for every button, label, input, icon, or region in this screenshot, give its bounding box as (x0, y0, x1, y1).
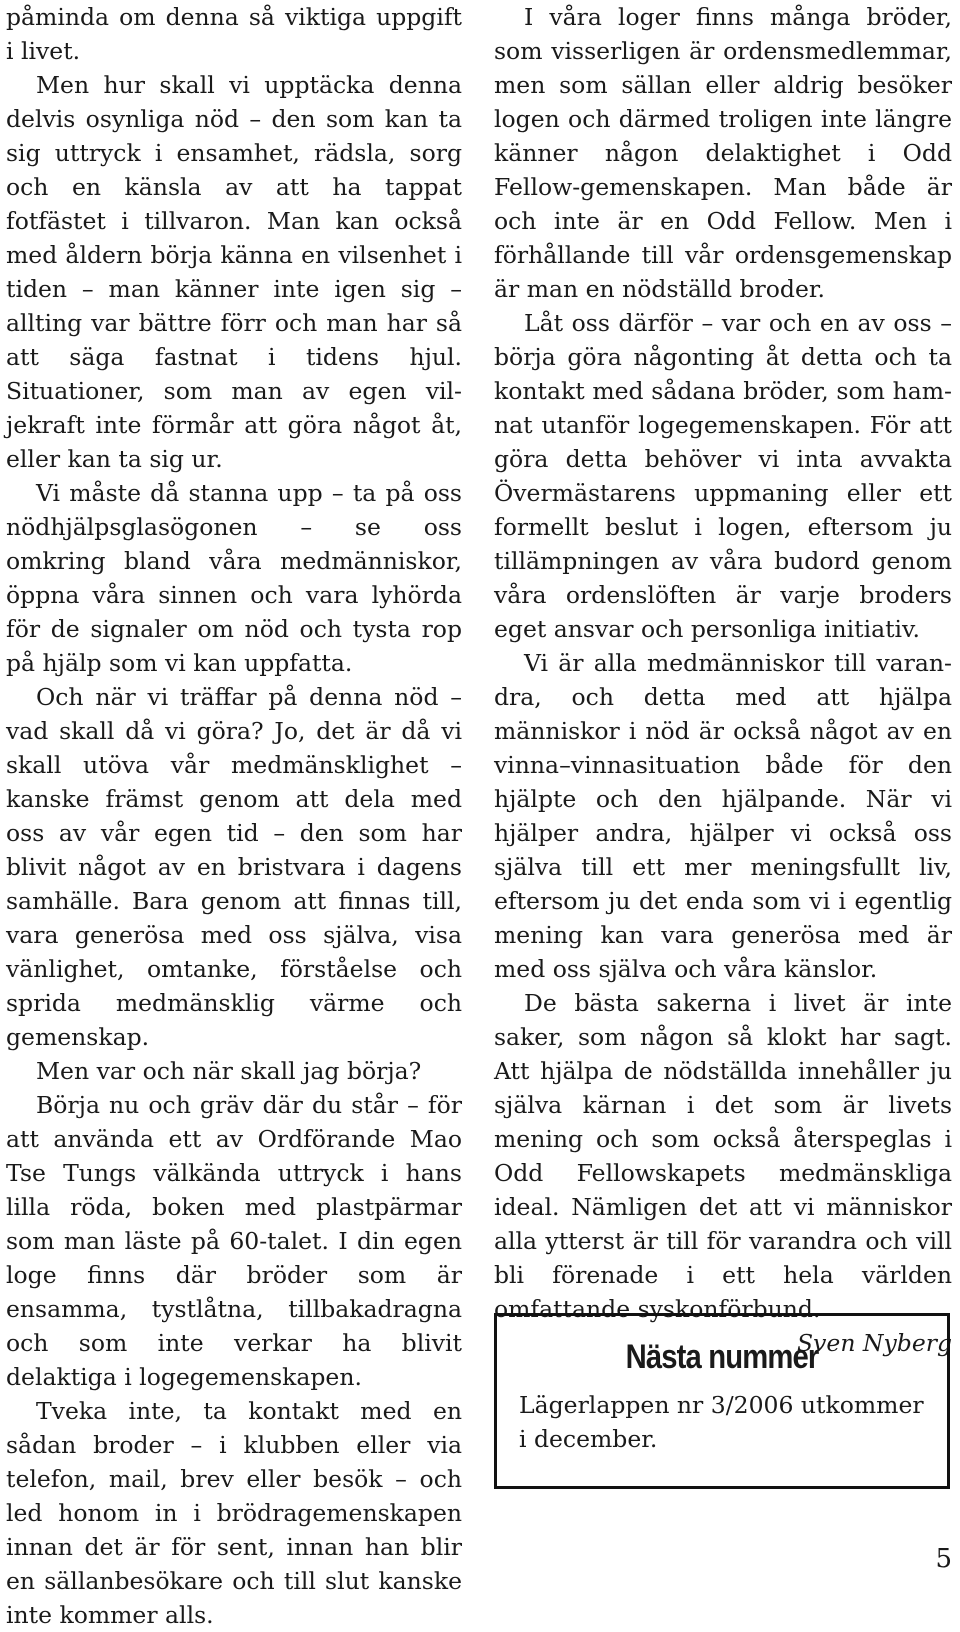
left-paragraph-7: Tveka inte, ta kontakt med en sådan broder – i klubben eller via telefon, mail, brev eller besök – och led honom in i brödragemenskapen innan det är för sent, innan han blir en sällanbesökare och till slut kanske inte kommer alls. (6, 1397, 462, 1629)
next-issue-box (494, 1313, 950, 1489)
next-issue-text: Lägerlappen nr 3/2006 utkommer i december. (519, 1391, 924, 1453)
left-paragraph-1: påminda om denna så viktiga uppgift i livet. (6, 3, 462, 65)
right-paragraph-2: Låt oss därför – var och en av oss – börja göra någonting åt detta och ta kontakt med sådana bröder, som hamnat utanför logegemenskapen. För att göra detta behöver vi inta avvakta Övermästarens uppmaning eller ett formellt beslut i logen, eftersom ju tillämpningen av våra budord genom våra ordenslöften är varje broders eget ansvar och personliga initiativ. (494, 309, 952, 643)
left-paragraph-4: Och när vi träffar på denna nöd – vad skall då vi göra? Jo, det är då vi skall utöva vår medmänsklighet – kanske främst genom att dela med oss av vår egen tid – den som har blivit något av en bristvara i dagens samhälle. Bara genom att finnas till, vara generösa med oss själva, visa vänlighet, omtanke, förståelse och sprida medmänsklig värme och gemenskap. (6, 683, 462, 1051)
right-paragraph-4: De bästa sakerna i livet är inte saker, som någon så klokt har sagt. Att hjälpa de nödställda innehåller ju själva kärnan i det som är livets mening och som också återspeglas i Odd Fellowskapets medmänskliga ideal. Nämligen det att vi människor alla ytterst är till för varandra och vill bli förenade i ett hela världen omfattande syskonförbund. (494, 989, 952, 1323)
left-paragraph-3: Vi måste då stanna upp – ta på oss nödhjälpsglasögonen – se oss omkring bland våra medmänniskor, öppna våra sinnen och vara lyhörda för de signaler om nöd och tysta rop på hjälp som vi kan uppfatta. (6, 479, 462, 677)
left-paragraph-5: Men var och när skall jag börja? (36, 1057, 422, 1085)
next-issue-title: Nästa nummer (625, 1338, 819, 1376)
page-number: 5 (935, 1544, 952, 1574)
left-paragraph-6: Börja nu och gräv där du står – för att använda ett av Ordförande Mao Tse Tungs välkända uttryck i hans lilla röda, boken med plastpärmar som man läste på 60-talet. I din egen loge finns där bröder som är ensamma, tystlåtna, tillbakadragna och som inte verkar ha blivit delaktiga i logegemenskapen. (6, 1091, 462, 1391)
right-paragraph-1: I våra loger finns många bröder, som visserligen är ordensmedlemmar, men som sällan eller aldrig besöker logen och därmed troligen inte längre känner någon delaktighet i Odd Fellow-gemenskapen. Man både är och inte är en Odd Fellow. Men i förhållande till vår ordensgemenskap är man en nödställd broder. (494, 3, 952, 303)
left-paragraph-2: Men hur skall vi upptäcka denna delvis osynliga nöd – den som kan ta sig uttryck i ensamhet, rädsla, sorg och en känsla av att ha tappat fotfästet i tillvaron. Man kan också med åldern börja känna en vilsenhet i tiden – man känner inte igen sig – allting var bättre förr och man har så att säga fastnat i tidens hjul. Situationer, som man av egen viljekraft inte förmår att göra något åt, eller kan ta sig ur. (6, 71, 462, 473)
right-column (494, 0, 952, 1360)
author-signature: Sven Nyberg (797, 1329, 952, 1357)
right-paragraph-3: Vi är alla medmänniskor till varandra, och detta med att hjälpa människor i nöd är också något av en vinna–vinnasituation både för den hjälpte och den hjälpande. När vi hjälper andra, hjälper vi också oss själva till ett mer meningsfullt liv, eftersom ju det enda som vi i egentlig mening kan vara generösa med är med oss själva och våra känslor. (494, 649, 952, 983)
left-column (6, 0, 462, 1632)
